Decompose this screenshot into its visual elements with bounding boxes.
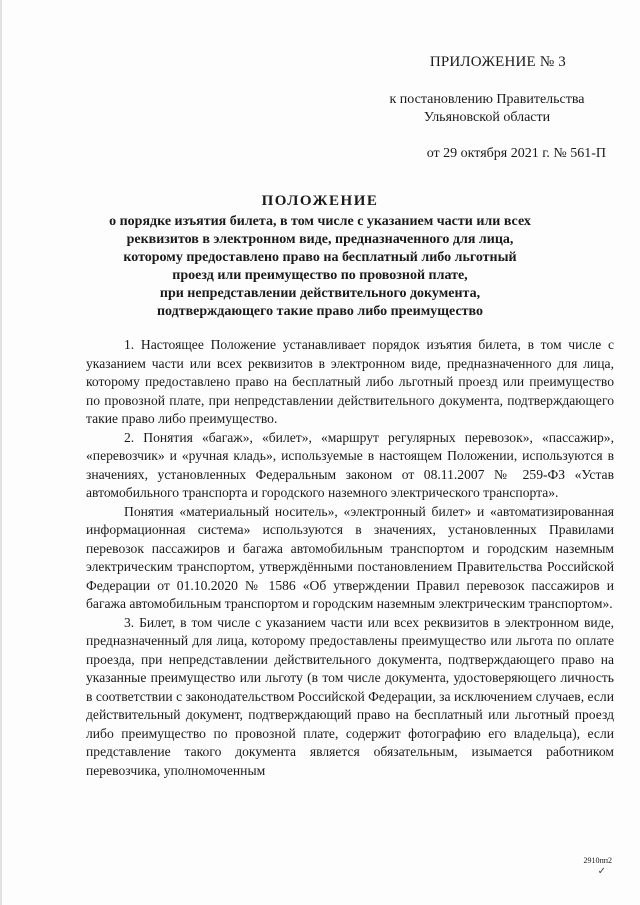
paragraph-2: 2. Понятия «багаж», «билет», «маршрут регулярных перевозок», «пассажир», «перевозчик» и «ручная кладь», используемые в настоящем Положении, используются в значениях, установленных Федеральным законом от 08.11.2007 № 259-ФЗ «Устав автомобильного транспорта и городского наземного электрического транспорта». [86, 429, 614, 500]
appendix-heading: ПРИЛОЖЕНИЕ № 3 [429, 54, 566, 70]
title-line-5: при непредставлении действительного документа, [159, 286, 481, 301]
checkmark-icon: ✓ [597, 866, 606, 877]
resolution-line-2: Ульяновской области [423, 110, 551, 125]
scan-edge [0, 0, 2, 905]
document-code: 2910пп2 [583, 856, 612, 865]
title-line-6: подтверждающего такие право либо преимущество [156, 304, 484, 319]
title-line-1: о порядке изъятия билета, в том числе с указанием части или всех [109, 214, 531, 229]
title-line-3: которому предоставлено право на бесплатный либо льготный [123, 250, 517, 265]
document-title [85, 192, 555, 321]
paragraph-1: 1. Настоящее Положение устанавливает порядок изъятия билета, в том числе с указанием части или всех реквизитов в электронном виде, предназначенного для лица, которому предоставлено право на бесплатный либо льготный проезд или преимущество по провозной плате, при непредставлении действительного документа, подтверждающего такие право либо преимущество. [86, 337, 614, 426]
title-line-4: проезд или преимущество по провозной плате, [172, 268, 468, 283]
paragraph-3: 3. Билет, в том числе с указанием части или всех реквизитов в электронном виде, предназначенный для лица, которому предоставлены преимущество или льгота по оплате проезда, при непредставлении действительного документа, подтверждающего право на указанные преимущество или льготу (в том числе документа, удостоверяющего личность в соответствии с законодательством Российской Федерации, за исключением случаев, если действительный документ, подтверждающий право на бесплатный или льготный проезд либо преимущество по провозной плате, содержит фотографию его владельца), если представление такого документа является обязательным, изымается работником перевозчика, уполномоченным [86, 614, 614, 778]
title-main: ПОЛОЖЕНИЕ [261, 193, 379, 209]
document-body [86, 336, 614, 780]
resolution-line-1: к постановлению Правительства [389, 92, 585, 107]
resolution-reference [372, 91, 602, 127]
title-line-2: реквизитов в электронном виде, предназначенного для лица, [126, 232, 514, 247]
paragraph-2-continued: Понятия «материальный носитель», «электронный билет» и «автоматизированная информационная система» используются в значениях, установленных Правилами перевозок пассажиров и багажа автомобильным транспортом и городским наземным электрическим транспортом, утверждёнными постановлением Правительства Российской Федерации от 01.10.2020 № 1586 «Об утверждении Правил перевозок пассажиров и багажа автомобильным транспортом и городским наземным электрическим транспортом». [86, 503, 614, 611]
resolution-date-number: от 29 октября 2021 г. № 561-П [426, 146, 606, 161]
